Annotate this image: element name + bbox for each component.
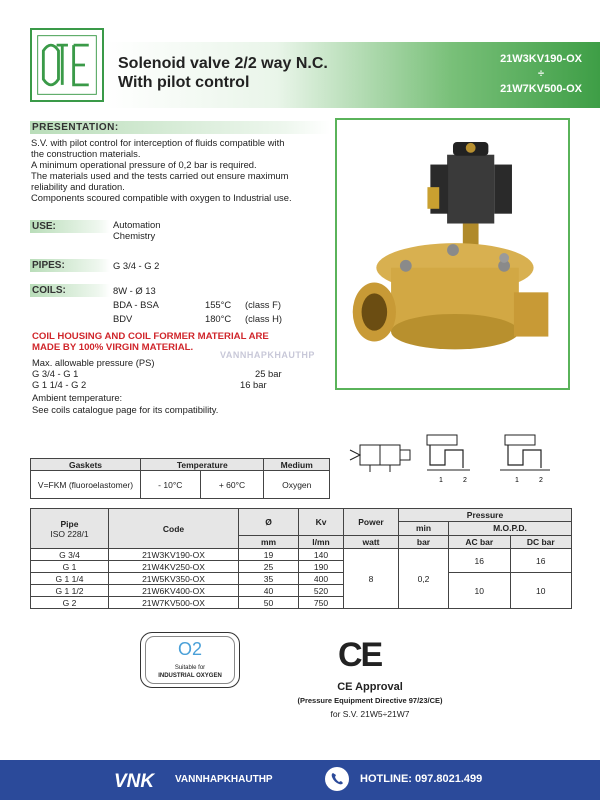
pressure-header: Pressure — [399, 509, 572, 522]
power-cell: 8 — [344, 549, 399, 609]
kv-cell: 190 — [299, 561, 344, 573]
diameter-cell: 25 — [239, 561, 299, 573]
coil-row-temp: 155°C — [205, 299, 232, 310]
min-unit: bar — [399, 535, 449, 548]
coil-row-temp: 180°C — [205, 313, 232, 324]
title-line-1: Solenoid valve 2/2 way N.C. — [118, 55, 328, 72]
pressure-value: 16 bar — [240, 379, 267, 390]
kv-unit: l/mn — [299, 535, 344, 548]
table-row — [31, 549, 572, 561]
pressure-range: G 3/4 - G 1 — [32, 368, 79, 379]
code-cell: 21W7KV500-OX — [109, 597, 239, 609]
title-band — [104, 42, 600, 108]
coil-row-name: BDA - BSA — [113, 299, 159, 310]
diameter-header: Ø — [239, 509, 299, 536]
pressure-heading: Max. allowable pressure (PS) — [32, 357, 155, 368]
min-cell: 0,2 — [399, 549, 449, 609]
pipe-cell: G 1 — [31, 561, 109, 573]
phone-icon — [325, 767, 349, 791]
min-header: min — [399, 522, 449, 535]
diameter-cell: 19 — [239, 549, 299, 561]
temperature-header: Temperature — [141, 459, 264, 471]
specs-table — [30, 508, 572, 609]
footer — [0, 760, 600, 800]
kv-header: Kv — [299, 509, 344, 536]
port-label: 2 — [539, 477, 543, 484]
code-cell: 21W6KV400-OX — [109, 585, 239, 597]
presentation-line: reliability and duration. — [31, 181, 125, 192]
gasket-header: Gaskets — [31, 459, 141, 471]
ambient-temp: Ambient temperature: — [32, 392, 123, 403]
oxygen-line-2: INDUSTRIAL OXYGEN — [158, 673, 222, 679]
pipe-cell: G 2 — [31, 597, 109, 609]
kv-cell: 520 — [299, 585, 344, 597]
tmax-cell: + 60°C — [200, 471, 264, 499]
presentation-line: The materials used and the tests carried out ensure maximum — [31, 170, 289, 181]
footer-brand: VANNHAPKHAUTHP — [175, 774, 273, 785]
kv-cell: 140 — [299, 549, 344, 561]
pipe-cell: G 1 1/4 — [31, 573, 109, 585]
tmin-cell: - 10°C — [141, 471, 201, 499]
medium-header: Medium — [264, 459, 330, 471]
port-label: 1 — [515, 477, 519, 484]
presentation-line: S.V. with pilot control for interception of fluids compatible with — [31, 137, 285, 148]
presentation-body — [31, 137, 331, 203]
ce-directive: (Pressure Equipment Directive 97/23/CE) — [297, 696, 443, 705]
port-label: 2 — [463, 477, 467, 484]
coil-row-class: (class H) — [245, 313, 282, 324]
use-label: USE: — [30, 220, 110, 233]
coil-row-class: (class F) — [245, 299, 281, 310]
power-unit: watt — [344, 535, 399, 548]
diameter-cell: 35 — [239, 573, 299, 585]
page-title — [118, 54, 328, 92]
gasket-cell: V=FKM (fluoroelastomer) — [31, 471, 141, 499]
presentation-heading: PRESENTATION: — [30, 121, 330, 134]
presentation-line: A minimum operational pressure of 0,2 bar is required. — [31, 159, 257, 170]
coil-row-name: BDV — [113, 313, 133, 324]
footer-logo-text: VNK — [114, 771, 155, 792]
oxygen-line-1: Suitable for — [174, 665, 206, 671]
notice-line: MADE BY 100% VIRGIN MATERIAL. — [32, 342, 194, 353]
medium-cell: Oxygen — [264, 471, 330, 499]
port-label: 1 — [439, 477, 443, 484]
presentation-line: the construction materials. — [31, 148, 141, 159]
power-header: Power — [344, 509, 399, 536]
pipes-label: PIPES: — [30, 259, 110, 272]
code-cell: 21W3KV190-OX — [109, 549, 239, 561]
pressure-range: G 1 1/4 - G 2 — [32, 379, 87, 390]
code-range — [500, 52, 582, 97]
coils-label: COILS: — [30, 284, 110, 297]
gasket-table — [30, 458, 330, 499]
use-values — [113, 219, 160, 241]
pipe-cell: G 1 1/2 — [31, 585, 109, 597]
pressure-value: 25 bar — [255, 368, 282, 379]
oxygen-symbol: O2 — [177, 639, 202, 659]
ac-cell: 10 — [449, 573, 511, 609]
pipe-header — [31, 509, 109, 549]
use-value: Chemistry — [113, 230, 156, 241]
diameter-unit: mm — [239, 535, 299, 548]
dc-cell: 10 — [510, 573, 572, 609]
presentation-line: Components scoured compatible with oxygen to Industrial use. — [31, 192, 292, 203]
coils-value: 8W - Ø 13 — [113, 285, 156, 296]
ac-cell: 16 — [449, 549, 511, 573]
notice-line: COIL HOUSING AND COIL FORMER MATERIAL ARE — [32, 331, 269, 342]
code-cell: 21W4KV250-OX — [109, 561, 239, 573]
brand-logo — [30, 28, 104, 102]
pipe-cell: G 3/4 — [31, 549, 109, 561]
table-row — [31, 573, 572, 585]
pipe-header-label: Pipe — [60, 518, 79, 529]
diameter-cell: 50 — [239, 597, 299, 609]
code-header: Code — [109, 509, 239, 549]
kv-cell: 750 — [299, 597, 344, 609]
use-value: Automation — [113, 219, 161, 230]
footer-hotline[interactable]: HOTLINE: 097.8021.499 — [360, 773, 483, 785]
code-to: 21W7KV500-OX — [500, 83, 582, 95]
code-separator: ÷ — [538, 68, 545, 80]
header — [0, 18, 600, 110]
valve-schematics — [345, 430, 585, 485]
ce-mark: CE — [338, 636, 382, 674]
oxygen-badge — [140, 632, 240, 688]
coil-catalogue-note: See coils catalogue page for its compatibility. — [32, 404, 219, 415]
footer-logo — [112, 766, 166, 794]
diameter-cell: 40 — [239, 585, 299, 597]
pipe-header-sub: ISO 228/1 — [50, 528, 89, 539]
ce-title: CE Approval — [337, 681, 403, 693]
pipes-value: G 3/4 - G 2 — [113, 260, 160, 271]
kv-cell: 400 — [299, 573, 344, 585]
code-cell: 21W5KV350-OX — [109, 573, 239, 585]
dc-cell: 16 — [510, 549, 572, 573]
watermark-brand: VANNHAPKHAUTHP — [220, 350, 315, 360]
dc-header: DC bar — [510, 535, 572, 548]
mopd-header: M.O.P.D. — [449, 522, 572, 535]
code-from: 21W3KV190-OX — [500, 53, 582, 65]
title-line-2: With pilot control — [118, 74, 250, 91]
ce-for: for S.V. 21W5÷21W7 — [330, 709, 410, 719]
ac-header: AC bar — [449, 535, 511, 548]
product-photo — [335, 118, 570, 390]
